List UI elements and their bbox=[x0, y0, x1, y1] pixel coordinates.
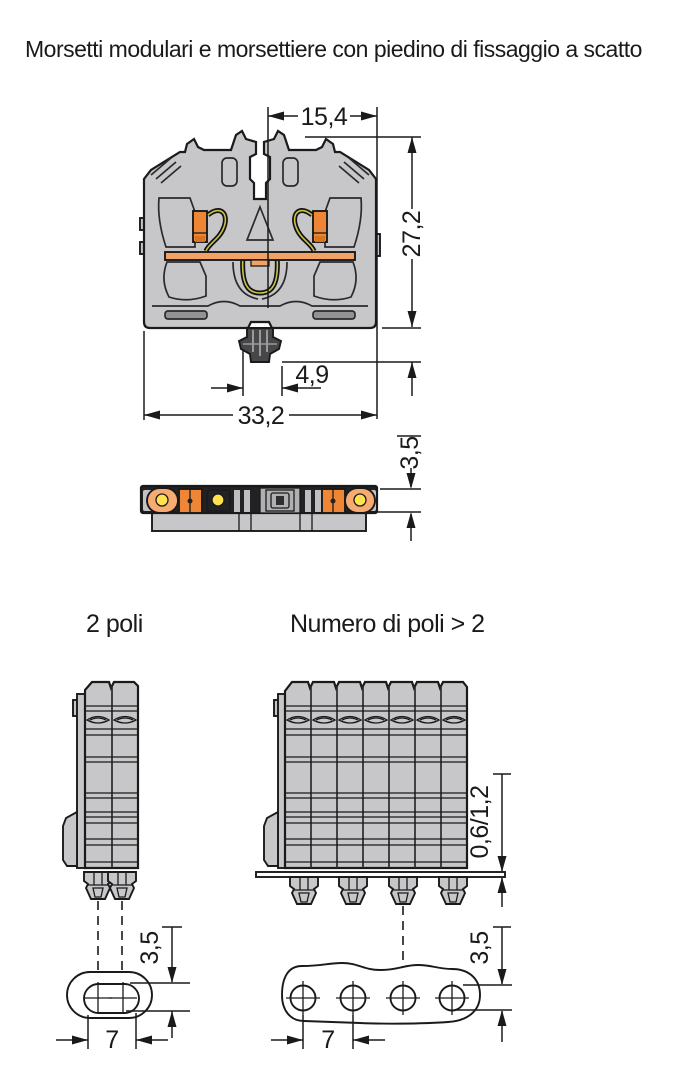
dim-strip-height-value: 3,5 bbox=[396, 436, 424, 470]
dim-hole-size-value: 3,5 bbox=[466, 931, 494, 965]
mounting-foot bbox=[108, 872, 136, 899]
end-bracket bbox=[63, 812, 77, 866]
two-pole-view bbox=[63, 682, 138, 983]
dimension-0-6-1-2 bbox=[466, 774, 511, 907]
mounting-foot bbox=[290, 877, 318, 904]
dimension-7-two-pole bbox=[56, 1013, 168, 1054]
snap-in-foot bbox=[239, 328, 281, 362]
dim-hole-spacing-value: 7 bbox=[105, 1026, 119, 1054]
end-bracket bbox=[264, 812, 278, 866]
top-view bbox=[141, 486, 377, 531]
push-button-left bbox=[193, 211, 207, 242]
dimension-3-5-top-view bbox=[372, 436, 424, 541]
pusher-left bbox=[179, 489, 202, 513]
wire-port-right bbox=[345, 488, 375, 513]
multi-pole-drilling-plan bbox=[282, 963, 480, 1024]
dim-foot-width-value: 4,9 bbox=[295, 361, 329, 389]
mounting-foot bbox=[389, 877, 417, 904]
section-label-multi-pole: Numero di poli > 2 bbox=[290, 610, 485, 638]
top-view-lower-band bbox=[152, 512, 366, 531]
push-button-right bbox=[313, 211, 327, 242]
marker-slot bbox=[260, 488, 300, 513]
page-title: Morsetti modulari e morsettiere con piedino di fissaggio a scatto bbox=[25, 36, 642, 62]
wire-port-left bbox=[147, 488, 178, 513]
mounting-foot bbox=[339, 877, 367, 904]
dim-panel-thickness-value: 0,6/1,2 bbox=[466, 785, 494, 859]
dim-hole-spacing-value: 7 bbox=[321, 1026, 335, 1054]
dim-top-width-value: 15,4 bbox=[300, 103, 348, 131]
main-section-view bbox=[140, 131, 380, 362]
dim-hole-size-value: 3,5 bbox=[136, 931, 164, 965]
section-label-two-pole: 2 poli bbox=[86, 610, 143, 638]
mounting-foot bbox=[439, 877, 467, 904]
dim-total-width-value: 33,2 bbox=[237, 402, 285, 430]
dimension-3-5-multi-pole bbox=[455, 927, 512, 1042]
multi-pole-body bbox=[285, 682, 467, 868]
end-plate bbox=[77, 694, 85, 868]
dim-height-value: 27,2 bbox=[398, 210, 426, 258]
pusher-right bbox=[322, 489, 345, 513]
